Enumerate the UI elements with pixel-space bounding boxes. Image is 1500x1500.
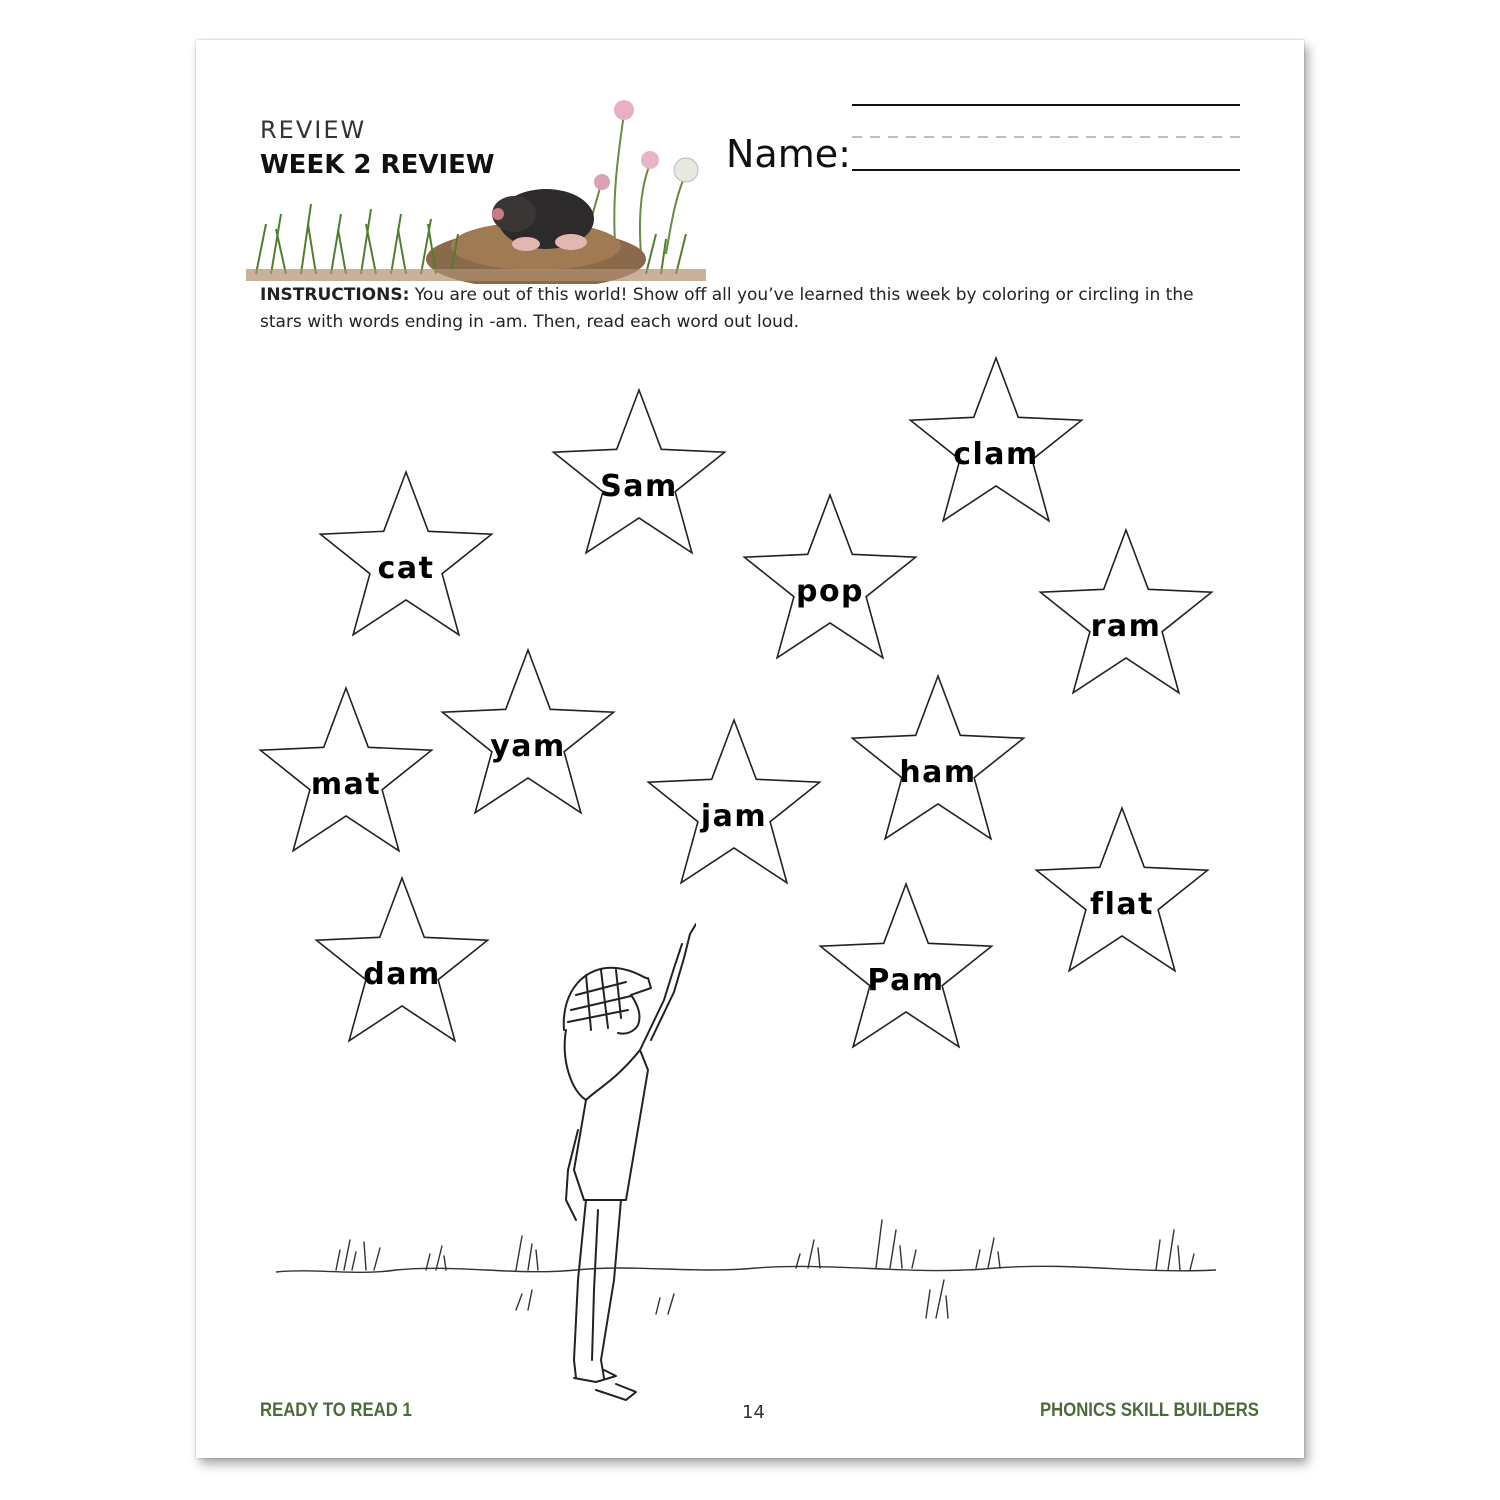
star-word: jam bbox=[700, 799, 768, 834]
star-flat[interactable] bbox=[1036, 808, 1207, 971]
star-word: dam bbox=[363, 957, 441, 992]
footer-series-title: PHONICS SKILL BUILDERS bbox=[1040, 1400, 1259, 1421]
star-word: mat bbox=[310, 767, 382, 802]
star-ham[interactable] bbox=[852, 676, 1023, 839]
instructions-lead: INSTRUCTIONS: bbox=[260, 285, 410, 305]
star-word: yam bbox=[490, 729, 566, 764]
footer-book-title: READY TO READ 1 bbox=[260, 1400, 412, 1421]
star-ram[interactable] bbox=[1040, 530, 1211, 693]
page-number: 14 bbox=[742, 1402, 765, 1423]
star-clam[interactable] bbox=[910, 358, 1081, 521]
star-word: Pam bbox=[867, 963, 945, 998]
name-label: Name: bbox=[726, 132, 851, 176]
star-word: clam bbox=[953, 437, 1039, 472]
child-pointing-illustration bbox=[556, 900, 696, 1420]
star-dam[interactable] bbox=[316, 878, 487, 1041]
star-word: pop bbox=[795, 574, 865, 609]
instructions-body: You are out of this world! Show off all you’ve learned this week by coloring or circling in the stars with words ending in -am. Then, read each word out loud. bbox=[260, 285, 1194, 332]
star-mat[interactable] bbox=[260, 688, 431, 851]
star-word: flat bbox=[1090, 887, 1154, 922]
section-label: REVIEW bbox=[260, 116, 367, 144]
star-sam[interactable] bbox=[553, 390, 724, 553]
star-jam[interactable] bbox=[648, 720, 819, 883]
star-word: ham bbox=[899, 755, 977, 790]
star-yam[interactable] bbox=[442, 650, 613, 813]
star-word: cat bbox=[377, 551, 435, 586]
star-word: Sam bbox=[600, 469, 678, 504]
star-word: ram bbox=[1090, 609, 1162, 644]
page-title: WEEK 2 REVIEW bbox=[260, 150, 495, 180]
star-pop[interactable] bbox=[744, 495, 915, 658]
ground-grass-line bbox=[276, 1210, 1216, 1320]
star-cat[interactable] bbox=[320, 472, 491, 635]
worksheet-page bbox=[196, 40, 1304, 1458]
star-pam[interactable] bbox=[820, 884, 991, 1047]
